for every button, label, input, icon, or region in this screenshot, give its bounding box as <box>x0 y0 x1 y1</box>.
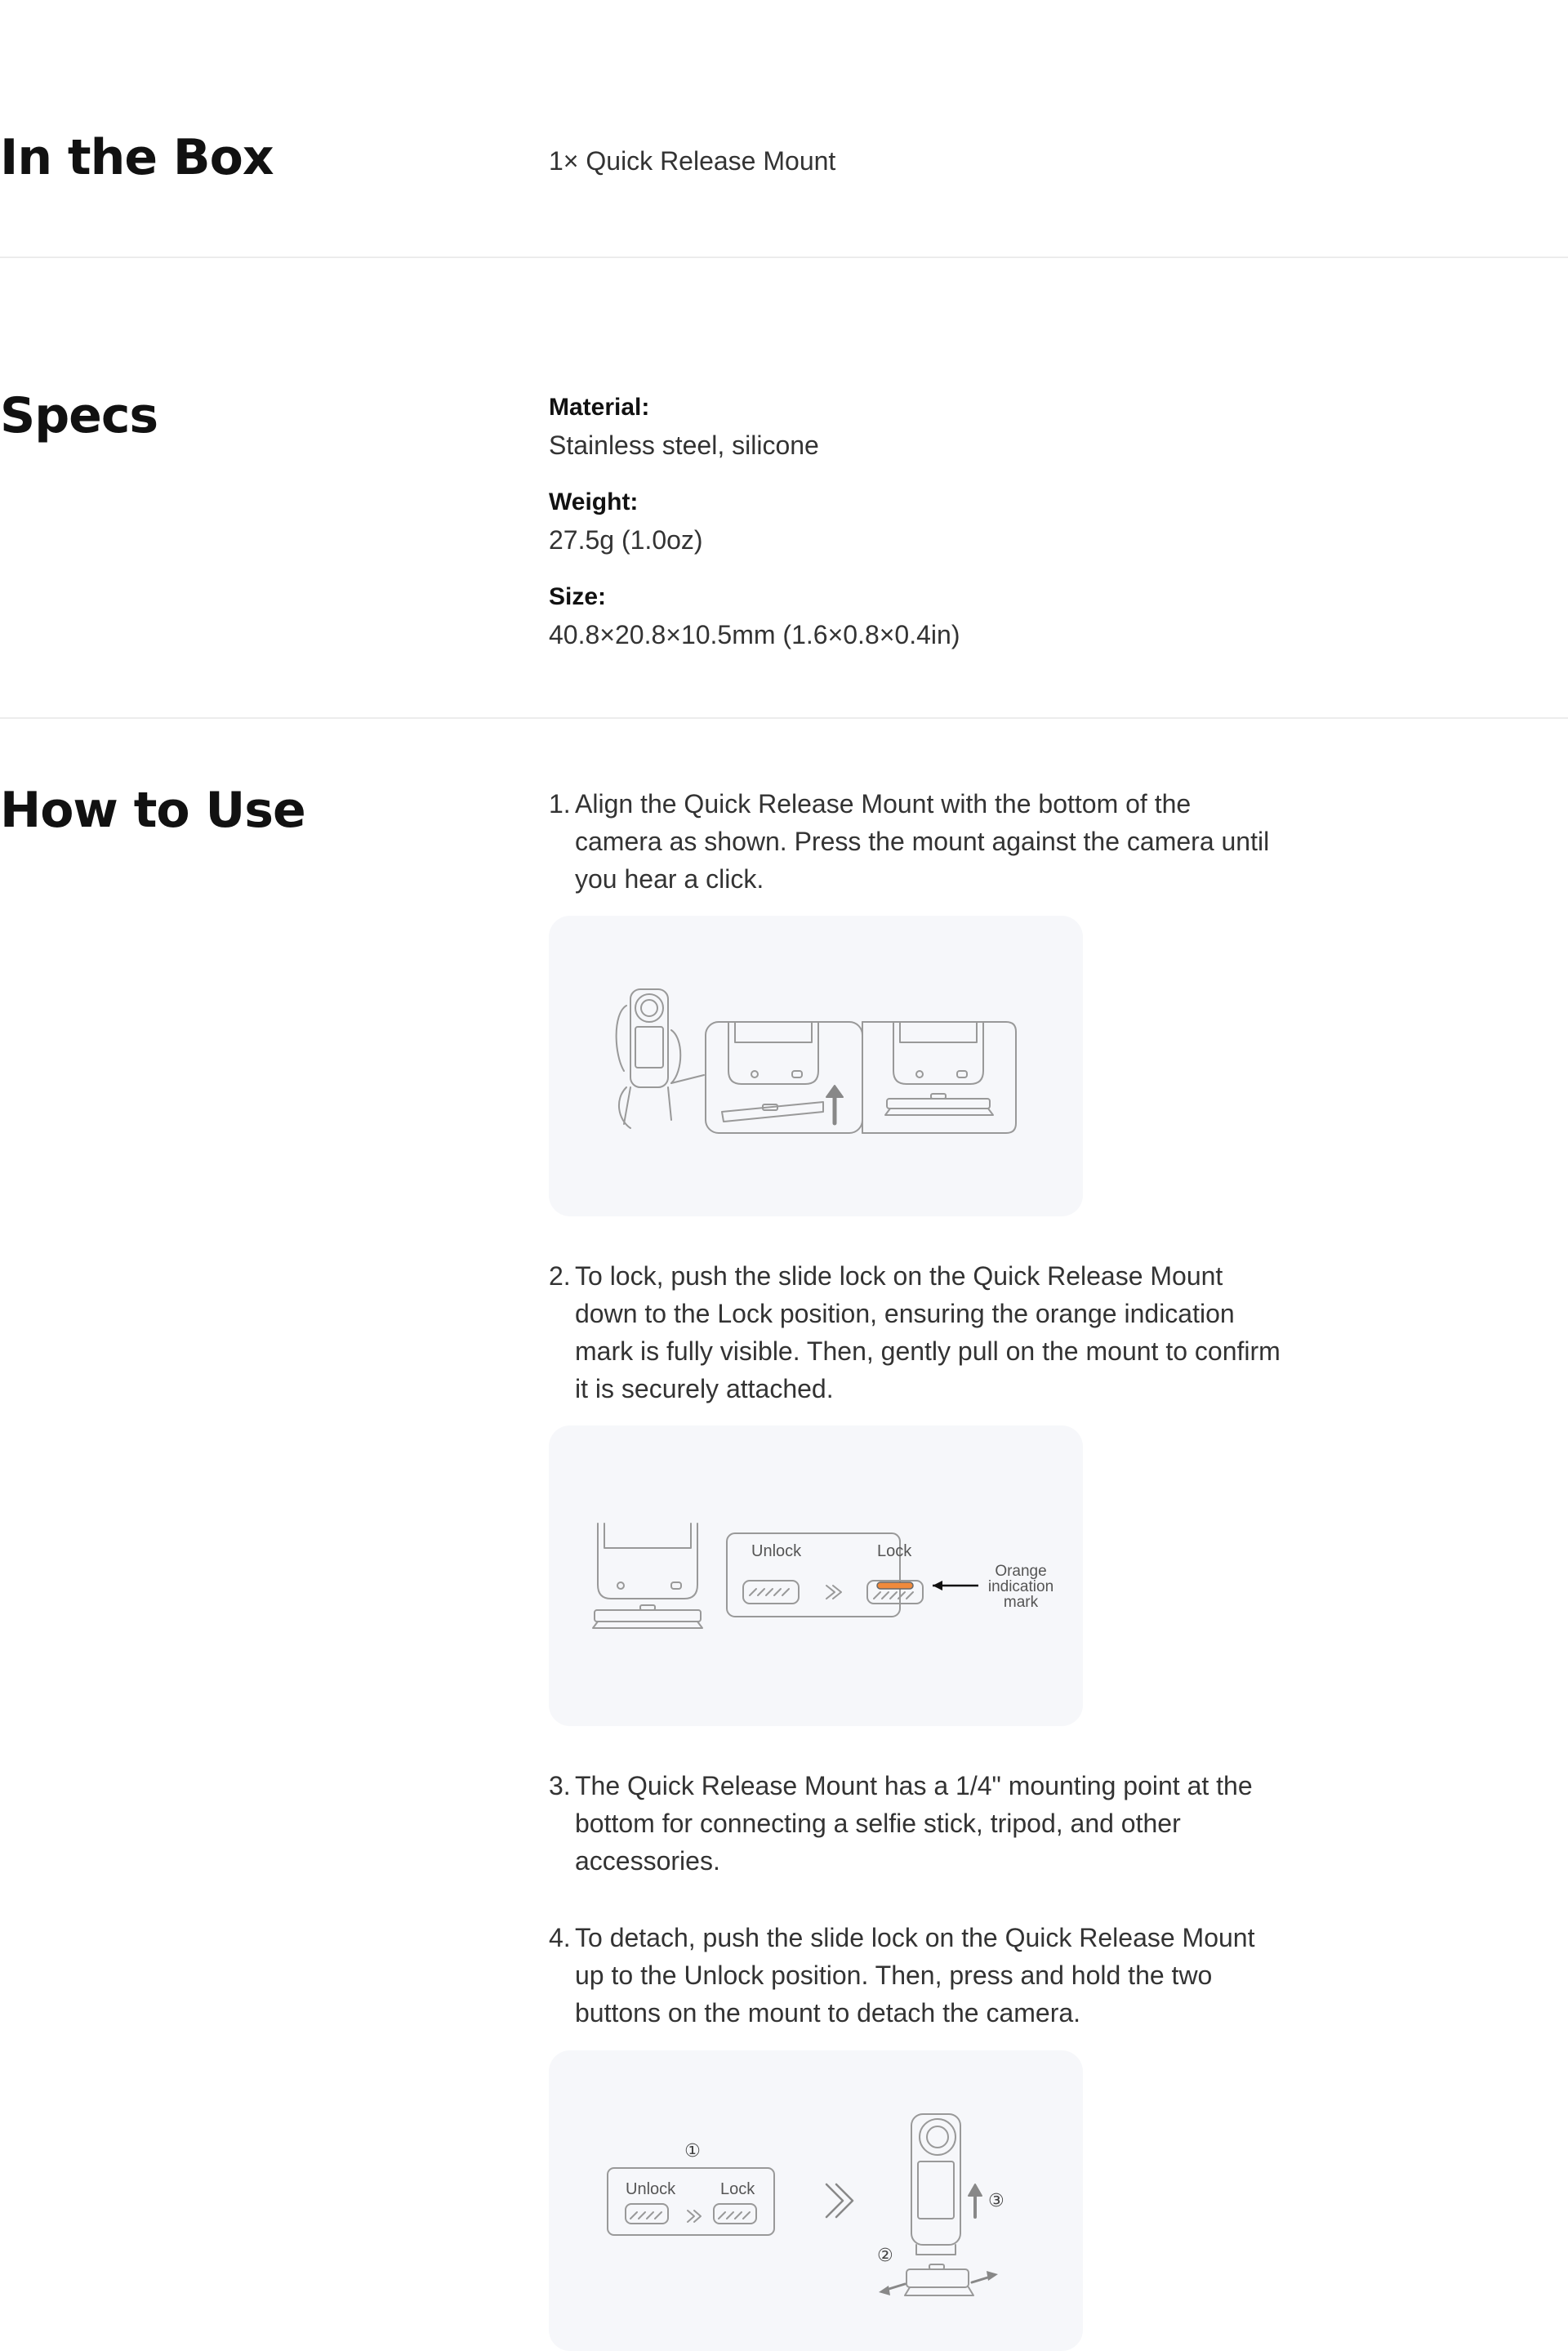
slider-unlock <box>626 2204 668 2224</box>
unlock-label: Unlock <box>751 1542 802 1560</box>
in-the-box-section <box>0 0 1568 258</box>
attach-diagram <box>549 916 1083 1216</box>
camera-lens-icon <box>920 2119 956 2155</box>
chevron-right-icon <box>688 2210 701 2222</box>
step-marker-3: ③ <box>988 2191 1004 2211</box>
step-marker-1: ① <box>684 2141 701 2161</box>
spec-value: 27.5g (1.0oz) <box>549 525 703 555</box>
step-text: Align the Quick Release Mount with the bottom of the camera as shown. Press the mount against the camera until you hear a click. <box>575 789 1270 894</box>
step-text: To lock, push the slide lock on the Quick Release Mount down to the Lock position, ensuring the orange indication mark is fully visible. Then, gently pull on the mount to confirm it is securely attached. <box>575 1261 1281 1403</box>
detach-illustration <box>549 2050 1083 2351</box>
mark-label-line: Orange <box>995 1563 1047 1580</box>
mount-attached <box>887 1099 990 1109</box>
slider-unlock <box>743 1581 799 1604</box>
step-4 <box>549 1919 1284 2032</box>
camera-lens-icon <box>635 994 663 1022</box>
spec-label: Material: <box>549 394 650 421</box>
in-the-box-title: In the Box <box>0 129 274 186</box>
step-text: The Quick Release Mount has a 1/4" mounting point at the bottom for connecting a selfie stick, tripod, and other accessories. <box>575 1771 1253 1876</box>
mount-outline <box>595 1610 701 1622</box>
mount-outline <box>906 2269 969 2287</box>
unlock-label: Unlock <box>626 2180 676 2198</box>
mark-label-line: mark <box>1003 1594 1039 1611</box>
orange-indication-mark <box>877 1582 913 1589</box>
spec-material <box>549 389 819 464</box>
specs-section <box>0 258 1568 718</box>
attach-illustration <box>549 916 1083 1216</box>
spec-weight <box>549 484 703 559</box>
lock-diagram <box>549 1425 1083 1726</box>
step-number: 4. <box>549 1923 571 1952</box>
spec-value: Stainless steel, silicone <box>549 430 819 460</box>
step-1 <box>549 785 1284 898</box>
chevron-right-icon <box>826 2184 853 2217</box>
slide-lock-panel <box>608 2168 774 2235</box>
spec-label: Size: <box>549 583 607 610</box>
step-2 <box>549 1257 1284 1407</box>
lock-label: Lock <box>877 1542 912 1560</box>
spec-size <box>549 578 960 654</box>
step-text: To detach, push the slide lock on the Quick Release Mount up to the Unlock position. Then, press and hold the two buttons on the mount to detach the camera. <box>575 1923 1255 2028</box>
how-to-use-title: How to Use <box>0 782 305 839</box>
step-number: 3. <box>549 1771 571 1800</box>
specs-title: Specs <box>0 387 158 444</box>
step-number: 1. <box>549 789 571 819</box>
spec-label: Weight: <box>549 488 639 515</box>
step-marker-2: ② <box>877 2246 893 2266</box>
mark-label-line: indication <box>987 1578 1054 1595</box>
step-3 <box>549 1767 1284 1880</box>
step-number: 2. <box>549 1261 571 1291</box>
camera-bottom <box>598 1523 697 1599</box>
divider <box>0 717 1568 719</box>
slider-lock <box>714 2204 756 2224</box>
in-the-box-item: 1× Quick Release Mount <box>549 146 836 176</box>
spec-value: 40.8×20.8×10.5mm (1.6×0.8×0.4in) <box>549 620 960 649</box>
chevron-right-icon <box>826 1586 841 1599</box>
lock-label: Lock <box>720 2180 755 2198</box>
lock-illustration <box>549 1425 1083 1726</box>
detach-diagram <box>549 2050 1083 2351</box>
